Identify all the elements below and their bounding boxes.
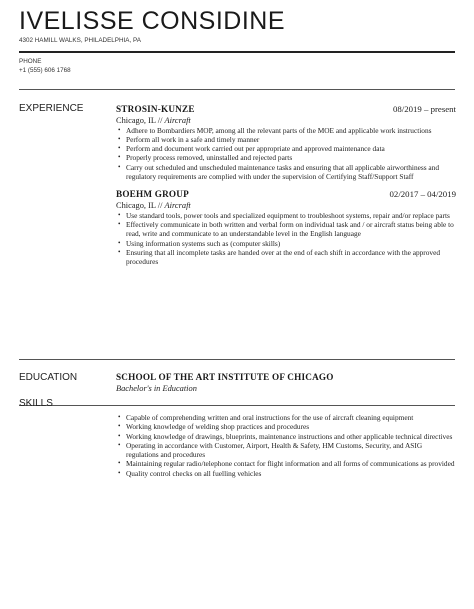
list-item: • Properly process removed, uninstalled and rejected parts: [125, 153, 456, 162]
list-item: • Use standard tools, power tools and specialized equipment to troubleshoot systems, repair and/or replace parts: [125, 211, 456, 220]
list-item: • Quality control checks on all fuelling vehicles: [125, 469, 456, 478]
job-bullets: [116, 126, 456, 182]
job-role: Aircraft: [164, 115, 191, 125]
location-city: Chicago, IL: [116, 200, 156, 210]
school-name: SCHOOL OF THE ART INSTITUTE OF CHICAGO: [116, 372, 334, 382]
job-dates: 08/2019 – present: [392, 104, 456, 114]
list-item: • Carry out scheduled and unscheduled maintenance tasks and ensuring that all applicable airworthiness and regulatory requirements are complied with under the supervision of Certifying Staff/Support Staff: [125, 163, 456, 182]
degree: Bachelor's in Education: [116, 384, 197, 393]
list-item: • Operating in accordance with Customer, Airport, Health & Safety, HM Customs, Security, and ASIG regulations and procedures: [125, 441, 456, 460]
location-separator: //: [155, 200, 165, 210]
skills-list: [116, 413, 456, 478]
candidate-name: IVELISSE CONSIDINE: [19, 7, 286, 35]
location-city: Chicago, IL: [116, 115, 156, 125]
list-item: • Ensuring that all incomplete tasks are handed over at the end of each shift in accordance with the approved procedures: [125, 248, 456, 267]
address: 4302 HAMILL WALKS, PHILADELPHIA, PA: [19, 37, 141, 44]
job-dates: 02/2017 – 04/2019: [389, 189, 456, 200]
company-name: BOEHM GROUP: [116, 189, 189, 200]
list-item: • Perform and document work carried out per appropriate and approved maintenance data: [125, 144, 456, 153]
job-entry: [116, 104, 456, 181]
location-separator: //: [155, 115, 165, 125]
list-item: • Adhere to Bombardiers MOP, among all the relevant parts of the MOE and applicable work instructions: [125, 126, 456, 135]
education-heading: EDUCATION: [19, 372, 78, 383]
list-item: • Capable of comprehending written and oral instructions for the use of aircraft cleaning equipment: [125, 413, 456, 422]
phone-value: +1 (555) 606 1768: [19, 67, 71, 74]
job-role: Aircraft: [164, 200, 191, 210]
section-divider: [19, 89, 455, 90]
section-divider: [19, 405, 455, 406]
phone-label: PHONE: [19, 58, 42, 65]
header-divider: [19, 51, 455, 53]
job-bullets: [116, 211, 456, 267]
list-item: • Working knowledge of welding shop practices and procedures: [125, 422, 456, 431]
job-location: [116, 116, 456, 125]
education-section: [116, 372, 456, 393]
skills-heading: SKILLS: [19, 398, 53, 409]
job-entry: [116, 189, 456, 266]
section-divider: [19, 359, 455, 360]
list-item: • Maintaining regular radio/telephone contact for flight information and all forms of communications as provided: [125, 459, 456, 468]
list-item: • Working knowledge of drawings, blueprints, maintenance instructions and other applicable technical directives: [125, 432, 456, 441]
experience-heading: EXPERIENCE: [19, 103, 84, 114]
company-name: STROSIN-KUNZE: [116, 104, 195, 114]
list-item: • Effectively communicate in both written and verbal form on individual task and / or aircraft status being able to read, write and communicate to an understandable level in the English language: [125, 220, 456, 239]
list-item: • Perform all work in a safe and timely manner: [125, 135, 456, 144]
list-item: • Using information systems such as (computer skills): [125, 239, 456, 248]
experience-section: [116, 104, 456, 267]
skills-section: [116, 413, 456, 478]
job-location: [116, 201, 456, 210]
